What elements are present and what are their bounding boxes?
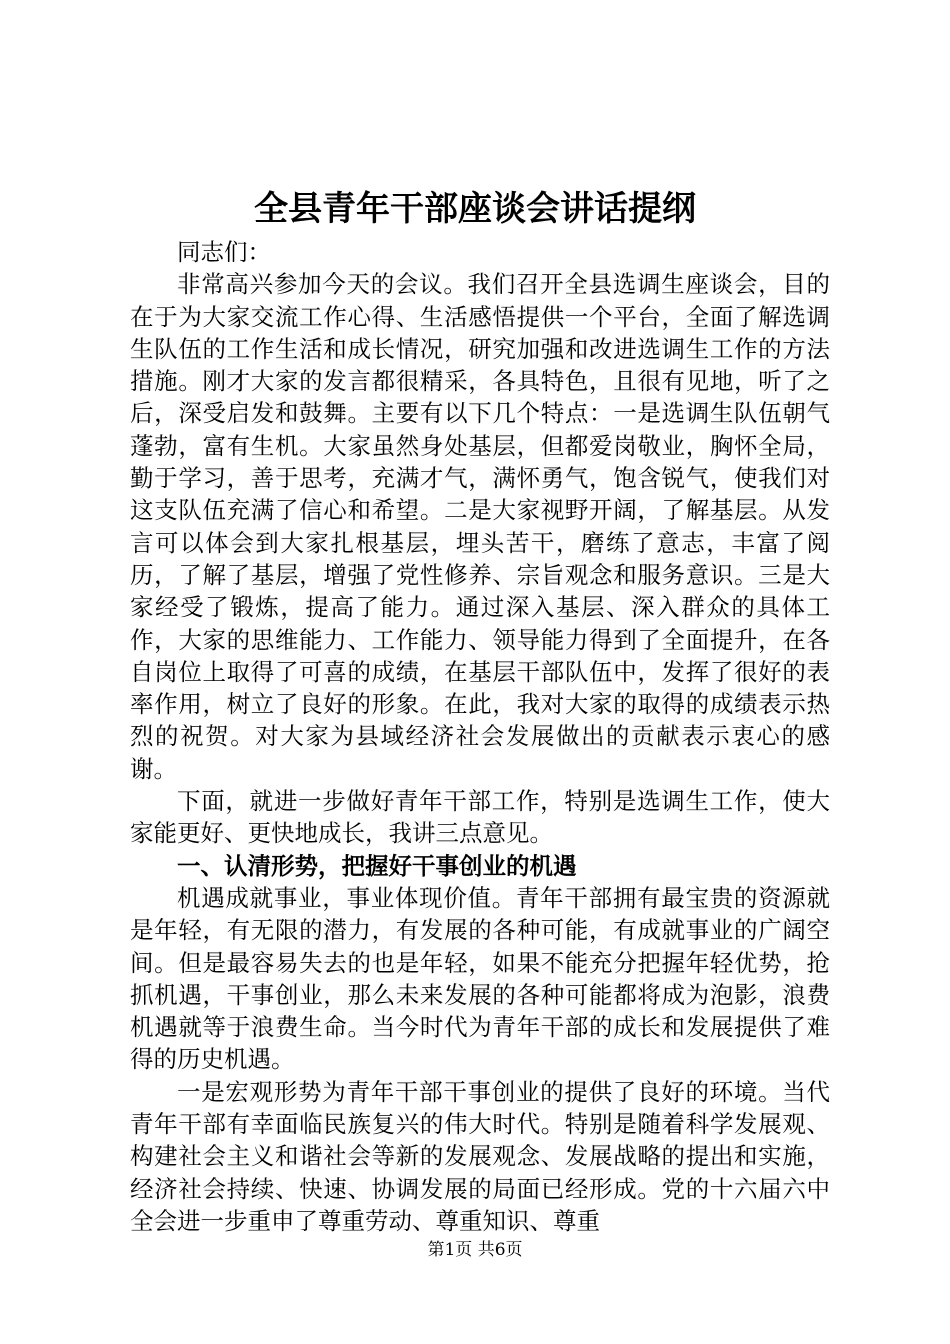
- paragraph: 机遇成就事业，事业体现价值。青年干部拥有最宝贵的资源就是年轻，有无限的潜力，有发展的各种可能，有成就事业的广阔空间。但是最容易失去的也是年轻，如果不能充分把握年轻优势，抢抓机遇，干事创业，那么未来发展的各种可能都将成为泡影，浪费机遇就等于浪费生命。当今时代为青年干部的成长和发展提供了难得的历史机遇。: [130, 883, 830, 1074]
- document-body: [130, 236, 830, 1237]
- document-title: 全县青年干部座谈会讲话提纲: [254, 189, 696, 229]
- paragraph: 非常高兴参加今天的会议。我们召开全县选调生座谈会，目的在于为大家交流工作心得、生活感悟提供一个平台，全面了解选调生队伍的工作生活和成长情况，研究加强和改进选调生工作的方法措施。刚才大家的发言都很精采，各具特色，且很有见地，听了之后，深受启发和鼓舞。主要有以下几个特点：一是选调生队伍朝气蓬勃，富有生机。大家虽然身处基层，但都爱岗敬业，胸怀全局，勤于学习，善于思考，充满才气，满怀勇气，饱含锐气，使我们对这支队伍充满了信心和希望。二是大家视野开阔，了解基层。从发言可以体会到大家扎根基层，埋头苦干，磨练了意志，丰富了阅历，了解了基层，增强了党性修养、宗旨观念和服务意识。三是大家经受了锻炼，提高了能力。通过深入基层、深入群众的具体工作，大家的思维能力、工作能力、领导能力得到了全面提升，在各自岗位上取得了可喜的成绩，在基层干部队伍中，发挥了很好的表率作用，树立了良好的形象。在此，我对大家的取得的成绩表示热烈的祝贺。对大家为县域经济社会发展做出的贡献表示衷心的感谢。: [130, 270, 830, 783]
- page-footer: 第1页 共6页: [427, 1240, 523, 1260]
- section-heading: 一、认清形势，把握好干事创业的机遇: [177, 851, 577, 880]
- paragraph: 下面，就进一步做好青年干部工作，特别是选调生工作，使大家能更好、更快地成长，我讲三点意见。: [130, 787, 830, 848]
- salutation: 同志们：: [177, 238, 271, 266]
- paragraph: 一是宏观形势为青年干部干事创业的提供了良好的环境。当代青年干部有幸面临民族复兴的伟大时代。特别是随着科学发展观、构建社会主义和谐社会等新的发展观念、发展战略的提出和实施，经济社会持续、快速、协调发展的局面已经形成。党的十六届六中全会进一步重申了尊重劳动、尊重知识、尊重: [130, 1077, 830, 1235]
